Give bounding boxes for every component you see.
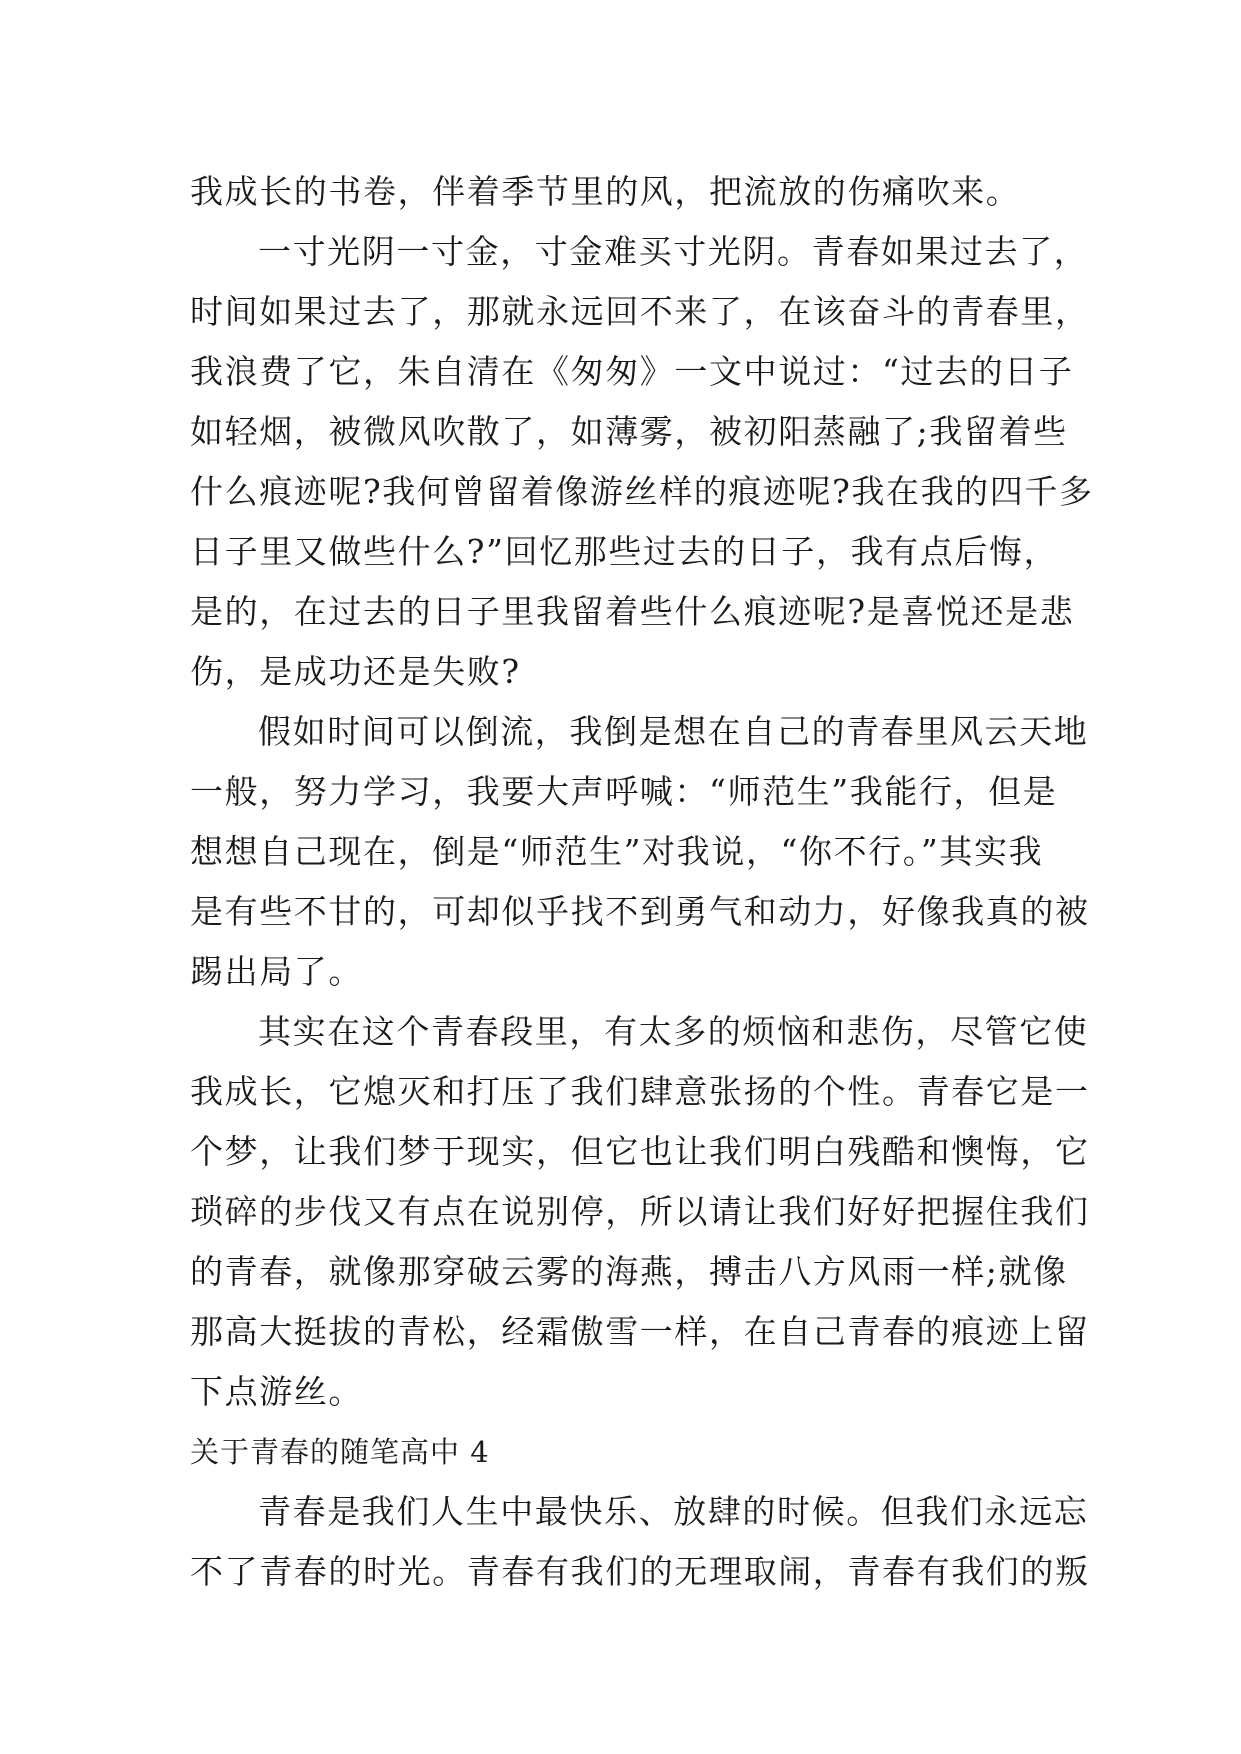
paragraph-start-line: 其实在这个青春段里，有太多的烦恼和悲伤，尽管它使 xyxy=(258,1012,1089,1051)
text-line: 那高大挺拔的青松，经霜傲雪一样，在自己青春的痕迹上留 xyxy=(190,1312,1090,1351)
text-line: 日子里又做些什么?”回忆那些过去的日子，我有点后悔， xyxy=(190,532,1059,571)
text-line: 我浪费了它，朱自清在《匆匆》一文中说过：“过去的日子 xyxy=(190,352,1074,391)
text-line: 的青春，就像那穿破云雾的海燕，搏击八方风雨一样;就像 xyxy=(190,1252,1068,1291)
section-heading: 关于青春的随笔高中 4 xyxy=(190,1435,490,1469)
paragraph-start-line: 青春是我们人生中最快乐、放肆的时候。但我们永远忘 xyxy=(258,1492,1089,1531)
text-line: 一般，努力学习，我要大声呼喊：“师范生”我能行，但是 xyxy=(190,772,1058,811)
text-line: 我成长的书卷，伴着季节里的风，把流放的伤痛吹来。 xyxy=(190,172,1021,211)
text-line: 不了青春的时光。青春有我们的无理取闹，青春有我们的叛 xyxy=(190,1552,1090,1591)
paragraph-start-line: 一寸光阴一寸金，寸金难买寸光阴。青春如果过去了， xyxy=(258,232,1089,271)
text-line: 伤，是成功还是失败? xyxy=(190,652,521,691)
text-line: 是的，在过去的日子里我留着些什么痕迹呢?是喜悦还是悲 xyxy=(190,592,1075,631)
text-line: 想想自己现在，倒是“师范生”对我说，“你不行。”其实我 xyxy=(190,832,1044,871)
paragraph-start-line: 假如时间可以倒流，我倒是想在自己的青春里风云天地 xyxy=(258,712,1089,751)
text-line: 时间如果过去了，那就永远回不来了，在该奋斗的青春里， xyxy=(190,292,1090,331)
text-line: 我成长，它熄灭和打压了我们肆意张扬的个性。青春它是一 xyxy=(190,1072,1090,1111)
text-line: 如轻烟，被微风吹散了，如薄雾，被初阳蒸融了;我留着些 xyxy=(190,412,1068,451)
text-line: 下点游丝。 xyxy=(190,1372,363,1411)
text-line: 琐碎的步伐又有点在说别停，所以请让我们好好把握住我们 xyxy=(190,1192,1090,1231)
text-line: 个梦，让我们梦于现实，但它也让我们明白残酷和懊悔，它 xyxy=(190,1132,1090,1171)
text-line: 是有些不甘的，可却似乎找不到勇气和动力，好像我真的被 xyxy=(190,892,1090,931)
text-line: 什么痕迹呢?我何曾留着像游丝样的痕迹呢?我在我的四千多 xyxy=(190,472,1094,511)
text-line: 踢出局了。 xyxy=(190,952,363,991)
document-body xyxy=(190,162,1094,1602)
